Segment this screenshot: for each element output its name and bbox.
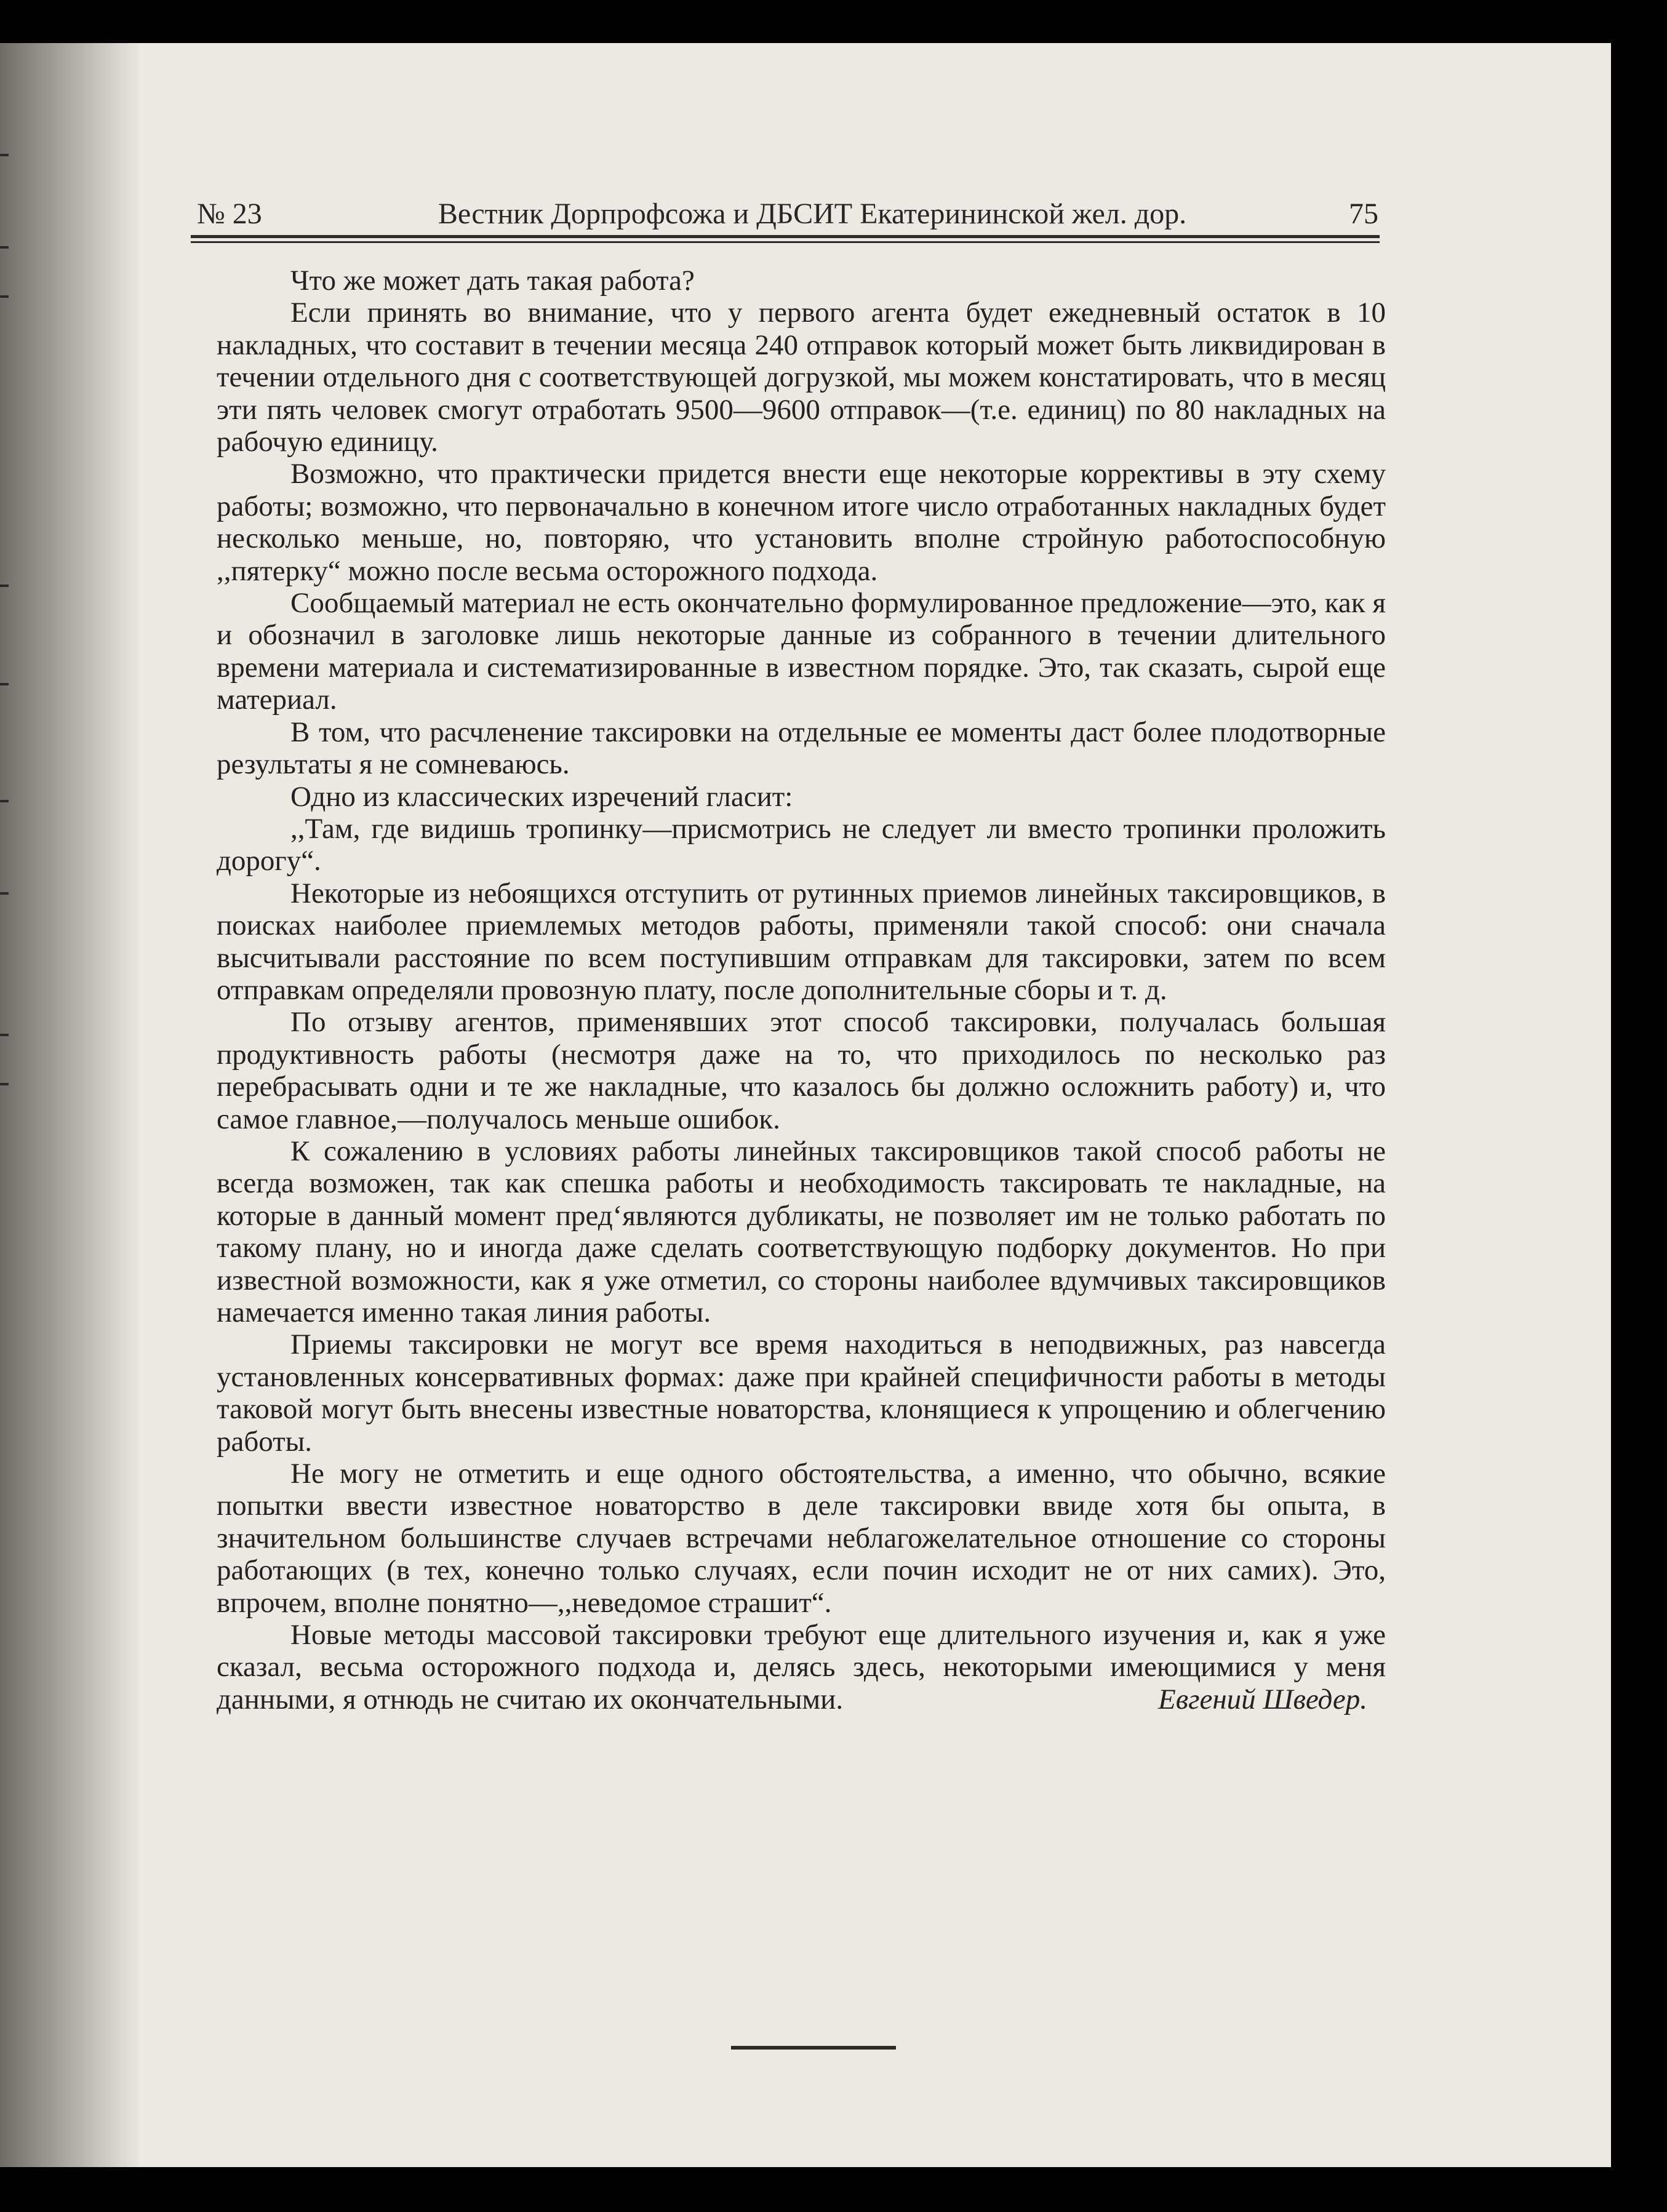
paragraph: Сообщаемый материал не есть окончательно формулированное предложение—это, как я и обозначил в заголовке лишь некоторые данные из собранного в течении длительного времени материала и систематизированные в известном порядке. Это, так сказать, сырой еще материал. xyxy=(217,587,1386,716)
paragraph: Приемы таксировки не могут все время находиться в неподвижных, раз навсегда установленных консервативных формах: даже при крайней специфичности работы в методы таковой могут быть внесены известные новаторства, клонящиеся к упрощению и облегчению работы. xyxy=(217,1328,1386,1458)
paragraph: К сожалению в условиях работы линейных таксировщиков такой способ работы не всегда возможен, так как спешка работы и необходимость таксировать те накладные, на которые в данный момент пред‘являются дубликаты, не позволяет им не только работать по такому плану, но и иногда даже сделать соответствующую подборку документов. Но при известной возможности, как я уже отметил, со стороны наиболее вдумчивых таксировщиков намечается именно такая линия работы. xyxy=(217,1135,1386,1328)
author-signature: Евгений Шведер. xyxy=(1158,1683,1367,1716)
header-rule-thin xyxy=(191,241,1380,243)
article-body xyxy=(217,265,1386,1716)
document-page xyxy=(0,43,1611,2167)
header-rule xyxy=(191,235,1380,238)
paragraph: Возможно, что практически придется внести еще некоторые коррективы в эту схему работы; возможно, что первоначально в конечном итоге число отработанных накладных будет несколько меньше, но, повторяю, что установить вполне стройную работоспособную ,,пятерку“ можно после весьма осторожного подхода. xyxy=(217,458,1386,587)
paragraph: ,,Там, где видишь тропинку—присмотрись не следует ли вместо тропинки проложить дорогу“. xyxy=(217,812,1386,877)
paragraph: Не могу не отметить и еще одного обстоятельства, а именно, что обычно, всякие попытки ввести известное новаторство в деле таксировки ввиде хотя бы опыта, в значительном большинстве случаев встречами неблагожелательное отношение со стороны работающих (в тех, конечно только случаях, если почин исходит не от них самих). Это, впрочем, вполне понятно—,,неведомое страшит“. xyxy=(217,1458,1386,1619)
paragraph: Новые методы массовой таксировки требуют еще длительного изучения и, как я уже сказал, весьма осторожного подхода и, делясь здесь, некоторыми имеющимися у меня данными, я отнюдь не считаю их окончательными. xyxy=(217,1619,1386,1715)
paragraph: В том, что расчленение таксировки на отдельные ее моменты даст более плодотворные результаты я не сомневаюсь. xyxy=(217,716,1386,781)
page-header xyxy=(197,188,1378,231)
paragraph: Одно из классических изречений гласит: xyxy=(290,780,793,813)
paragraph: Некоторые из небоящихся отступить от рутинных приемов линейных таксировщиков, в поисках наиболее приемлемых методов работы, применяли такой способ: они сначала высчитывали расстояние по всем поступившим отправкам для таксировки, затем по всем отправкам определяли провозную плату, после дополнительные сборы и т. д. xyxy=(217,877,1386,1006)
page-number: 75 xyxy=(1349,198,1378,230)
closing-rule xyxy=(731,2046,896,2050)
paragraph: Если принять во внимание, что у первого агента будет ежедневный остаток в 10 накладных, что составит в течении месяца 240 отправок который может быть ликвидирован в течении отдельного дня с соответствующей догрузкой, мы можем констатировать, что в месяц эти пять человек смогут отработать 9500—9600 отправок—(т.е. единиц) по 80 накладных на рабочую единицу. xyxy=(217,297,1386,458)
paragraph: Что же может дать такая работа? xyxy=(290,265,695,297)
issue-number: № 23 xyxy=(197,198,262,230)
paragraph: По отзыву агентов, применявших этот способ таксировки, получалась большая продуктивность работы (несмотря даже на то, что приходилось по несколько раз перебрасывать одни и те же накладные, что казалось бы должно осложнить работу) и, что самое главное,—получалось меньше ошибок. xyxy=(217,1006,1386,1135)
journal-title: Вестник Дорпрофсожа и ДБСИТ Екатерининской жел. дор. xyxy=(438,198,1187,230)
book-spine-shadow xyxy=(0,43,142,2167)
